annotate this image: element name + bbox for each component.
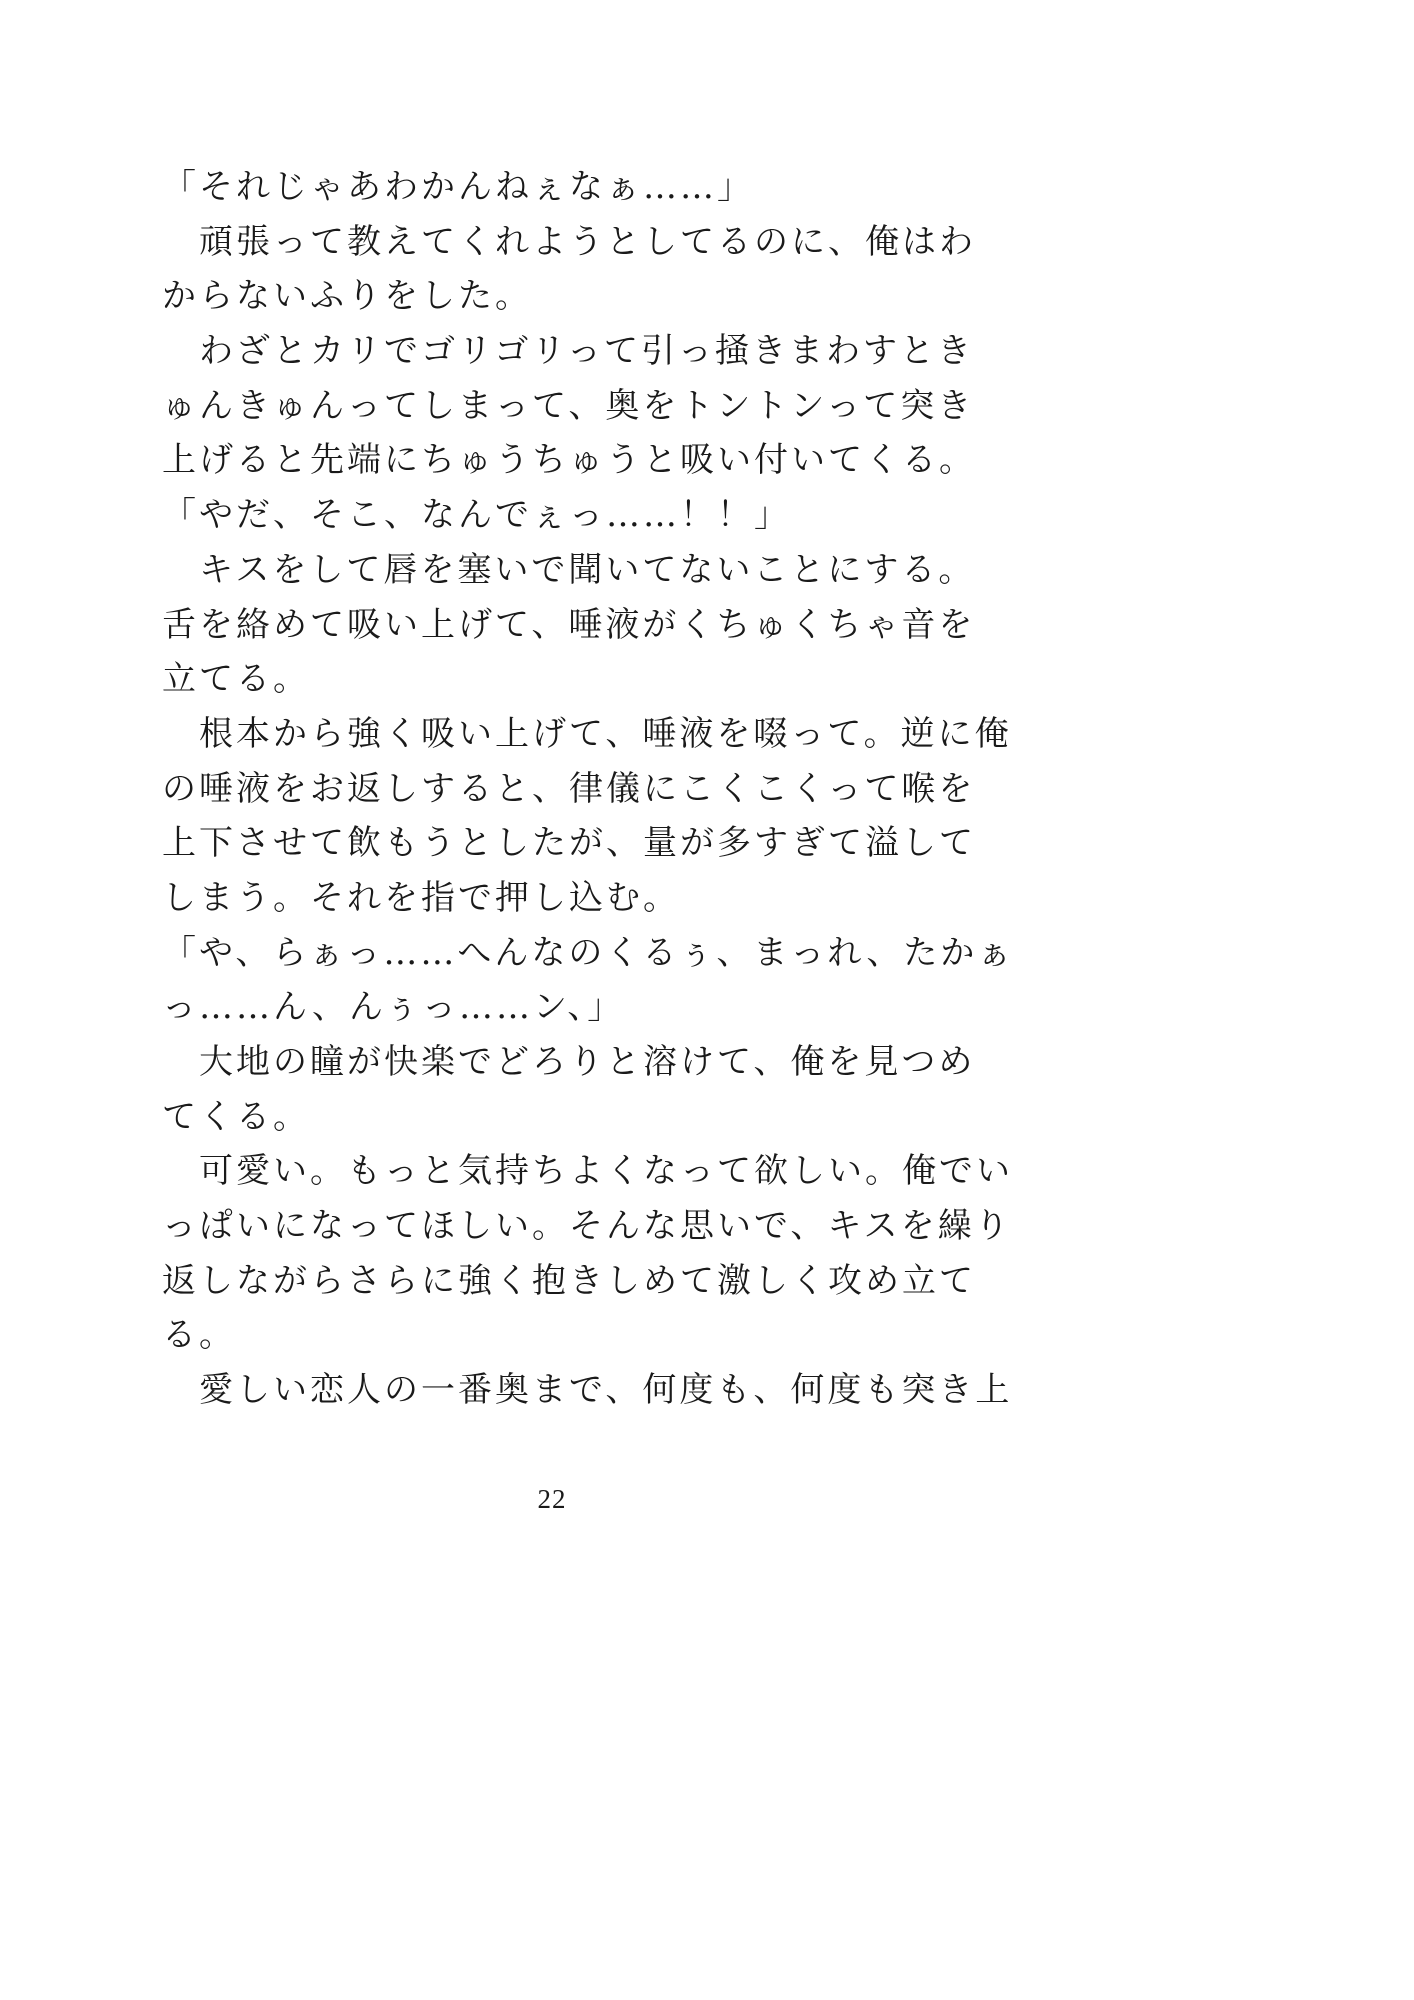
text-line: 愛しい恋人の一番奥まで、何度も、何度も突き上: [162, 1370, 1013, 1411]
text-line: 「それじゃあわかんねぇなぁ……」: [162, 167, 754, 207]
text-line: 舌を絡めて吸い上げて、唾液がくちゅくちゃ音を: [162, 604, 976, 645]
body-text: [162, 160, 1015, 1418]
text-line: 上げると先端にちゅうちゅうと吸い付いてくる。: [162, 440, 976, 481]
text-line: 立てる。: [162, 659, 310, 700]
text-line: 大地の瞳が快楽でどろりと溶けて、俺を見つめ: [162, 1042, 976, 1082]
text-line: 上下させて飲もうとしたが、量が多すぎて溢して: [162, 823, 976, 864]
text-line: ゅんきゅんってしまって、奥をトントンって突き: [162, 385, 975, 426]
page-number: 22: [537, 1484, 567, 1514]
text-line: の唾液をお返しすると、律儀にこくこくって喉を: [162, 768, 976, 809]
text-line: わざとカリでゴリゴリって引っ掻きまわすとき: [162, 331, 974, 372]
text-line: からないふりをした。: [162, 276, 532, 317]
text-line: る。: [162, 1315, 236, 1356]
text-line: てくる。: [162, 1096, 310, 1137]
text-line: っ……ん、んぅっ……ン、」: [162, 987, 625, 1028]
text-line: 返しながらさらに強く抱きしめて激しく攻め立て: [162, 1260, 976, 1301]
text-line: しまう。それを指で押し込む。: [162, 877, 680, 918]
text-line: キスをして唇を塞いで聞いてないことにする。: [162, 549, 976, 590]
text-line: 「やだ、そこ、なんでぇっ……！！」: [162, 495, 791, 536]
text-line: 頑張って教えてくれようとしてるのに、俺はわ: [162, 221, 976, 262]
text-line: 可愛い。もっと気持ちよくなって欲しい。俺でい: [162, 1151, 1013, 1192]
text-line: 「や、らぁっ……へんなのくるぅ、まっれ、たかぁ: [162, 932, 1015, 973]
text-line: 根本から強く吸い上げて、唾液を啜って。逆に俺: [162, 713, 1012, 754]
text-line: っぱいになってほしい。そんな思いで、キスを繰り: [162, 1206, 1012, 1247]
